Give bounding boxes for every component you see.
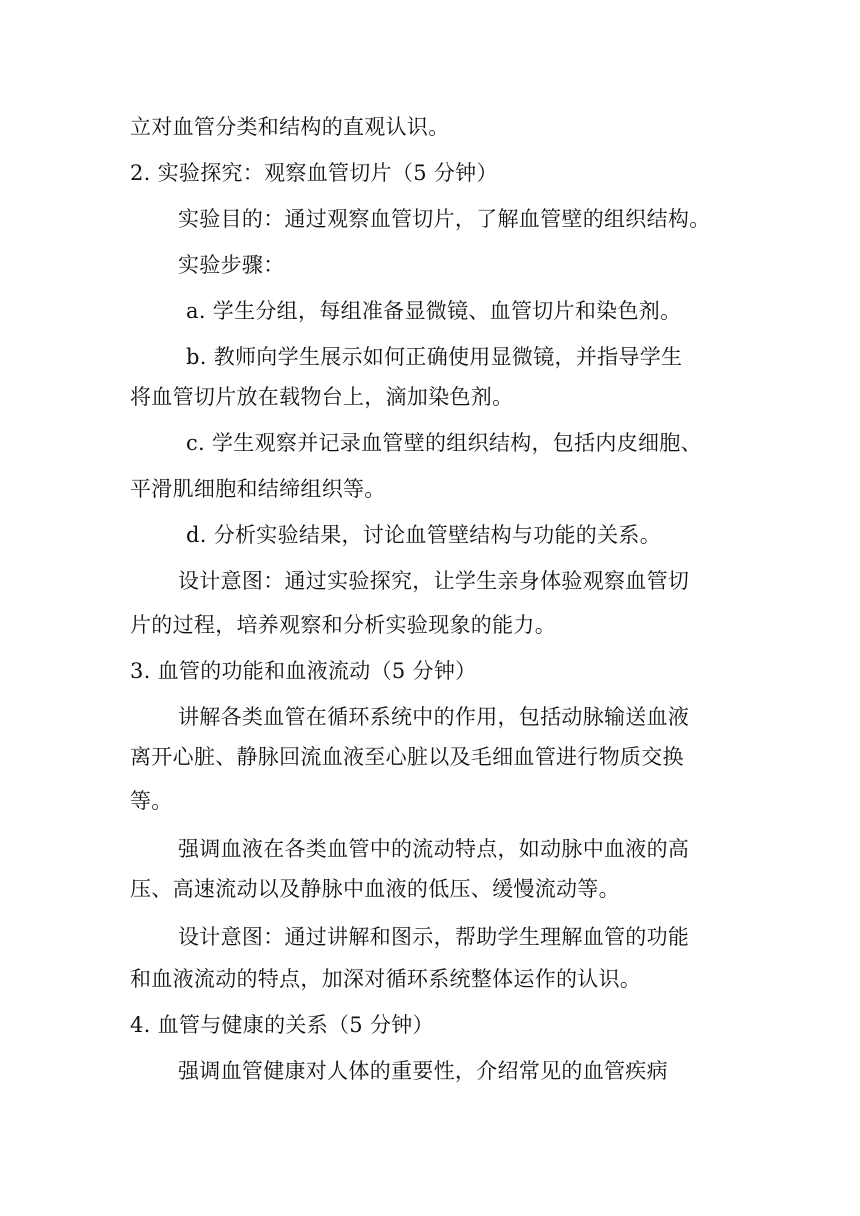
paragraph-functions: 讲解各类血管在循环系统中的作用，包括动脉输送血液: [178, 705, 690, 729]
paragraph-flow: 强调血液在各类血管中的流动特点，如动脉中血液的高: [178, 837, 690, 861]
experiment-steps-label: 实验步骤：: [178, 253, 285, 277]
step-b-continuation: 将血管切片放在载物台上，滴加染色剂。: [130, 385, 514, 409]
section-heading-4: 4. 血管与健康的关系（5 分钟）: [130, 1013, 434, 1037]
step-b: b. 教师向学生展示如何正确使用显微镜，并指导学生: [186, 345, 683, 369]
paragraph-flow-line-2: 压、高速流动以及静脉中血液的低压、缓慢流动等。: [130, 877, 620, 901]
design-intent-2-continuation: 和血液流动的特点，加深对循环系统整体运作的认识。: [130, 967, 642, 991]
paragraph-functions-line-2: 离开心脏、静脉回流血液至心脏以及毛细血管进行物质交换: [130, 745, 684, 769]
step-a: a. 学生分组，每组准备显微镜、血管切片和染色剂。: [186, 299, 682, 323]
step-c: c. 学生观察并记录血管壁的组织结构，包括内皮细胞、: [186, 431, 702, 455]
experiment-purpose: 实验目的：通过观察血管切片，了解血管壁的组织结构。: [178, 207, 711, 231]
text-line-continuation: 立对血管分类和结构的直观认识。: [130, 115, 450, 139]
paragraph-health: 强调血管健康对人体的重要性，介绍常见的血管疾病: [178, 1059, 668, 1083]
design-intent-1: 设计意图：通过实验探究，让学生亲身体验观察血管切: [178, 569, 690, 593]
design-intent-1-continuation: 片的过程，培养观察和分析实验现象的能力。: [130, 613, 556, 637]
section-heading-3: 3. 血管的功能和血液流动（5 分钟）: [130, 659, 477, 683]
paragraph-functions-line-3: 等。: [130, 789, 173, 813]
section-heading-2: 2. 实验探究：观察血管切片（5 分钟）: [130, 161, 498, 185]
step-d: d. 分析实验结果，讨论血管壁结构与功能的关系。: [186, 523, 661, 547]
design-intent-2: 设计意图：通过讲解和图示，帮助学生理解血管的功能: [178, 925, 690, 949]
step-c-continuation: 平滑肌细胞和结缔组织等。: [130, 477, 386, 501]
